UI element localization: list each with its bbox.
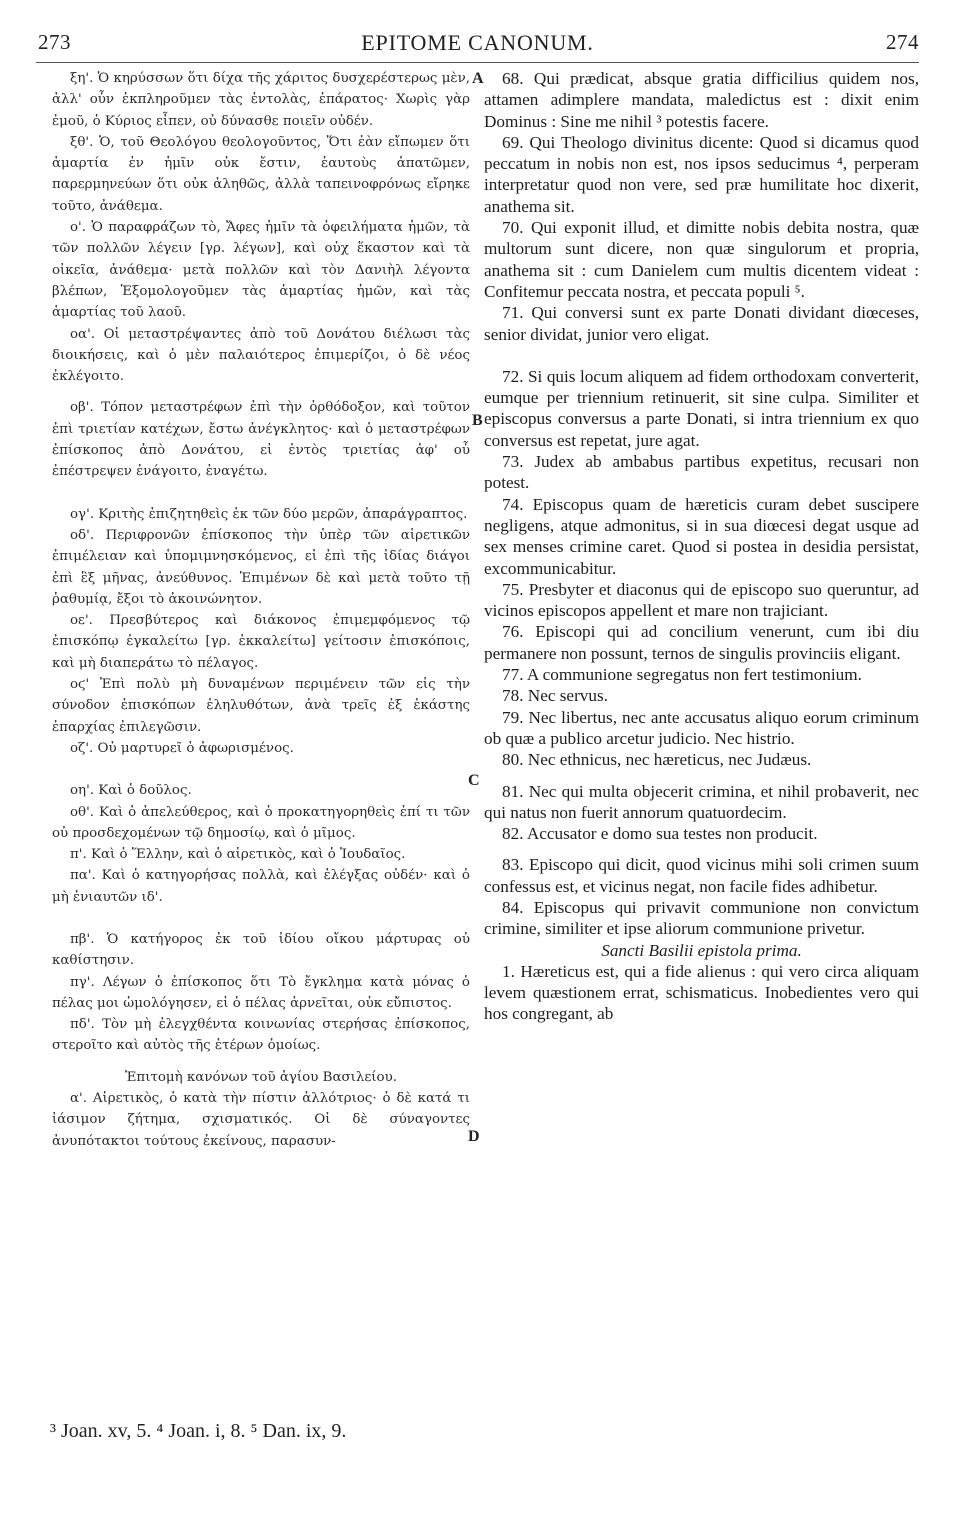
footnotes: ³ Joan. xv, 5. ⁴ Joan. i, 8. ⁵ Dan. ix, 9. bbox=[50, 1420, 347, 1442]
margin-marker-a: A bbox=[472, 70, 484, 87]
greek-canon-75: οε'. Πρεσβύτερος καὶ διάκονος ἐπιμεμφόμενος τῷ ἐπισκόπῳ ἐγκαλείτω [γρ. ἐκκαλείτω] γείτοσιν ἐπισκόποις, καὶ μὴ διαπεράτω τὸ πέλαγος. bbox=[52, 613, 470, 671]
greek-canon-74: οδ'. Περιφρονῶν ἐπίσκοπος τὴν ὑπὲρ τῶν αἱρετικῶν ἐπιμέλειαν καὶ ὑπομιμνησκόμενος, εἰ ἐπὶ τῆς ἰδίας διάγοι ἐπὶ ἓξ μῆνας, ἀνεύθυνος. Ἐπιμένων δὲ καὶ μετὰ τοῦτο τῇ ῥαθυμίᾳ, ἔξοι τὸ ἀκοινώνητον. bbox=[52, 527, 470, 607]
greek-canon-73: ογ'. Κριτὴς ἐπιζητηθεὶς ἐκ τῶν δύο μερῶν, ἀπαράγραπτος. bbox=[70, 506, 468, 522]
greek-canon-72: οβ'. Τόπον μεταστρέφων ἐπὶ τὴν ὀρθόδοξον, καὶ τοῦτον ἐπὶ τριετίαν κατέχων, ἔστω ἀνέγκλητος· καὶ ὁ μεταστρέφων ἐπίσκοπος ἀπὸ Δονάτου, εἰ ἐντὸς τριετίας ἀφ' οὗ ἐπέστρεψεν ἐνάγοιτο, ἐναγέτω. bbox=[52, 400, 470, 480]
latin-basil-canon-1: 1. Hæreticus est, qui a fide alienus : qui vero circa aliquam levem quæstionem errat, schismaticus. Inobedientes vero qui hos congregant, ab bbox=[484, 961, 919, 1024]
latin-canon-84: 84. Episcopus qui privavit communione non convictum crimine, similiter et ipse aliorum communione privetur. bbox=[484, 897, 919, 939]
margin-marker-c: C bbox=[468, 772, 480, 789]
greek-canon-81: πα'. Καὶ ὁ κατηγορήσας πολλὰ, καὶ ἐλέγξας οὐδέν· καὶ ὁ μὴ ἐνιαυτῶν ιδ'. bbox=[52, 868, 470, 905]
running-title: EPITOME CANONUM. bbox=[361, 30, 594, 55]
latin-canon-78: 78. Nec servus. bbox=[502, 686, 608, 706]
right-page-number: 274 bbox=[886, 30, 919, 54]
margin-marker-d: D bbox=[468, 1128, 480, 1145]
latin-canon-69: 69. Qui Theologo divinitus dicente: Quod si dicamus quod peccatum in nobis non est, nos ipsos seducimus ⁴, perperam interpretatur quod non vere, sed præ humilitate hoc dixerit, anathema sit. bbox=[484, 132, 919, 216]
left-page-number: 273 bbox=[38, 30, 71, 54]
latin-canon-80: 80. Nec ethnicus, nec hæreticus, nec Judæus. bbox=[502, 750, 812, 770]
greek-canon-77: οζ'. Οὐ μαρτυρεῖ ὁ ἀφωρισμένος. bbox=[70, 740, 294, 756]
greek-canon-70: ο'. Ὁ παραφράζων τὸ, Ἄφες ἡμῖν τὰ ὀφειλήματα ἡμῶν, τὰ τῶν πολλῶν λέγειν [γρ. λέγων], καὶ οὐχ ἕκαστον καὶ τὰ οἰκεῖα, ἀνάθεμα· μετὰ πολλῶν καὶ τὸν Δανιὴλ λέγοντα βλέπων, Ἐξομολογοῦμεν τὰς ἁμαρτίας ἡμῶν, καὶ τὰς ἁμαρτίας τοῦ λαοῦ. bbox=[52, 220, 470, 321]
margin-marker-b: B bbox=[472, 412, 483, 429]
latin-canon-82: 82. Accusator e domo sua testes non producit. bbox=[502, 824, 818, 844]
latin-canon-74: 74. Episcopus quam de hæreticis curam debet suscipere negligens, atque admonitus, si in sua diœcesi degat usque ad sex menses crimine caret. Quod si postea in desidia persistat, excommunicabitur. bbox=[484, 494, 919, 578]
greek-canon-68: ξη'. Ὁ κηρύσσων ὅτι δίχα τῆς χάριτος δυσχερέστερως μὲν, ἀλλ' οὖν ἐκπληροῦμεν τὰς ἐντολὰς, ἐπάρατος· Χωρὶς γὰρ ἐμοῦ, ὁ Κύριος εἶπεν, οὐ δύνασθε ποιεῖν οὐδέν. bbox=[52, 71, 470, 129]
latin-canon-76: 76. Episcopi qui ad concilium venerunt, cum ibi diu permanere non possunt, ternos de singulis provinciis eligant. bbox=[484, 622, 919, 663]
greek-canon-76: οϛ' Ἐπὶ πολὺ μὴ δυναμένων περιμένειν τῶν εἰς τὴν σύνοδον ἐπισκόπων ἐληλυθότων, ἀνὰ τρεῖς ἐξ ἑκάστης ἐπαρχίας ἐπιλεγῶσιν. bbox=[52, 677, 470, 735]
latin-canon-70: 70. Qui exponit illud, et dimitte nobis debita nostra, quæ multorum sunt dicere, non quæ singulorum et propria, anathema sit : cum Danielem cum multis dicentem videat : Confitemur peccata nostra, et peccata populi ⁵. bbox=[484, 218, 919, 301]
greek-canon-78: οη'. Καὶ ὁ δοῦλος. bbox=[70, 783, 192, 799]
greek-basil-canon-1: α'. Αἱρετικὸς, ὁ κατὰ τὴν πίστιν ἀλλότριος· ὁ δὲ κατά τι ἰάσιμον ζήτημα, σχισματικός. Οἱ δὲ σύναγοντες ἀνυπότακτοι τούτους ἐκείνους, παρασυν- bbox=[52, 1091, 470, 1149]
greek-canon-69: ξθ'. Ὁ, τοῦ Θεολόγου θεολογοῦντος, Ὅτι ἐὰν εἴπωμεν ὅτι ἁμαρτία ἐν ἡμῖν οὐκ ἔστιν, ἑαυτοὺς ἀπατῶμεν, παρερμηνεύων ὅτι οὐκ ἀληθῶς, ἀλλὰ ταπεινοφρόνως εἴρηκε τοῦτο, ἀνάθεμα. bbox=[52, 134, 470, 214]
greek-column bbox=[52, 68, 470, 1152]
latin-column bbox=[484, 68, 919, 1025]
latin-canon-73: 73. Judex ab ambabus partibus expetitus, recusari non potest. bbox=[484, 452, 919, 493]
greek-canon-84: πδ'. Τὸν μὴ ἐλεγχθέντα κοινωνίας στερήσας ἐπίσκοπος, στεροῖτο καὶ αὐτὸς τῆς ἑτέρων ὁμοίως. bbox=[52, 1017, 470, 1054]
latin-canon-68: 68. Qui prædicat, absque gratia difficilius quidem nos, attamen adimplere mandata, maledictus est : dixit enim Dominus : Sine me nihil ³ potestis facere. bbox=[484, 69, 919, 131]
greek-section-title: Ἐπιτομὴ κανόνων τοῦ ἁγίου Βασιλείου. bbox=[124, 1069, 398, 1085]
greek-canon-82: πβ'. Ὁ κατήγορος ἐκ τοῦ ἰδίου οἴκου μάρτυρας οὐ καθίστησιν. bbox=[52, 931, 470, 969]
greek-canon-79: οθ'. Καὶ ὁ ἀπελεύθερος, καὶ ὁ προκατηγορηθεὶς ἐπί τι τῶν οὐ προσδεχομένων τῷ δημοσίῳ, καὶ ὁ μῖμος. bbox=[52, 804, 470, 841]
latin-canon-71: 71. Qui conversi sunt ex parte Donati dividant diœceses, senior dividat, junior vero eligat. bbox=[484, 303, 919, 344]
latin-canon-77: 77. A communione segregatus non fert testimonium. bbox=[502, 665, 862, 685]
latin-canon-83: 83. Episcopo qui dicit, quod vicinus mihi soli crimen suum confessus est, et vicinus negat, non facile fides adhibetur. bbox=[484, 855, 919, 896]
latin-canon-81: 81. Nec qui multa objecerit crimina, et nihil probaverit, nec qui natus non fuerit annorum quatuordecim. bbox=[484, 781, 919, 822]
latin-canon-72: 72. Si quis locum aliquem ad fidem orthodoxam converterit, eumque per triennium retinuerit, sit sine culpa. Similiter et episcopus conversus a parte Donati, si intra triennium ex quo conversus est repetat, jure agat. bbox=[484, 366, 919, 450]
header-rule bbox=[36, 62, 919, 63]
latin-section-title: Sancti Basilii epistola prima. bbox=[601, 940, 802, 960]
greek-canon-80: π'. Καὶ ὁ Ἕλλην, καὶ ὁ αἱρετικὸς, καὶ ὁ Ἰουδαῖος. bbox=[70, 847, 406, 863]
latin-canon-79: 79. Nec libertus, nec ante accusatus aliquo eorum criminum ob quæ a publico arcetur judicio. Nec histrio. bbox=[484, 707, 919, 748]
greek-canon-71: οα'. Οἱ μεταστρέψαντες ἀπὸ τοῦ Δονάτου διέλωσι τὰς διοικήσεις, καὶ ὁ μὲν παλαιότερος ἐπιμερίζοι, ὁ δὲ νέος ἐκλέγοιτο. bbox=[52, 326, 470, 385]
greek-canon-83: πγ'. Λέγων ὁ ἐπίσκοπος ὅτι Τὸ ἔγκλημα κατὰ μόνας ὁ πέλας μοι ὡμολόγησεν, εἰ ὁ πέλας ἀρνεῖται, οὐκ εὔπιστος. bbox=[52, 974, 470, 1011]
latin-canon-75: 75. Presbyter et diaconus qui de episcopo suo queruntur, ad vicinos episcopos appellent et mare non trajiciant. bbox=[484, 579, 919, 621]
